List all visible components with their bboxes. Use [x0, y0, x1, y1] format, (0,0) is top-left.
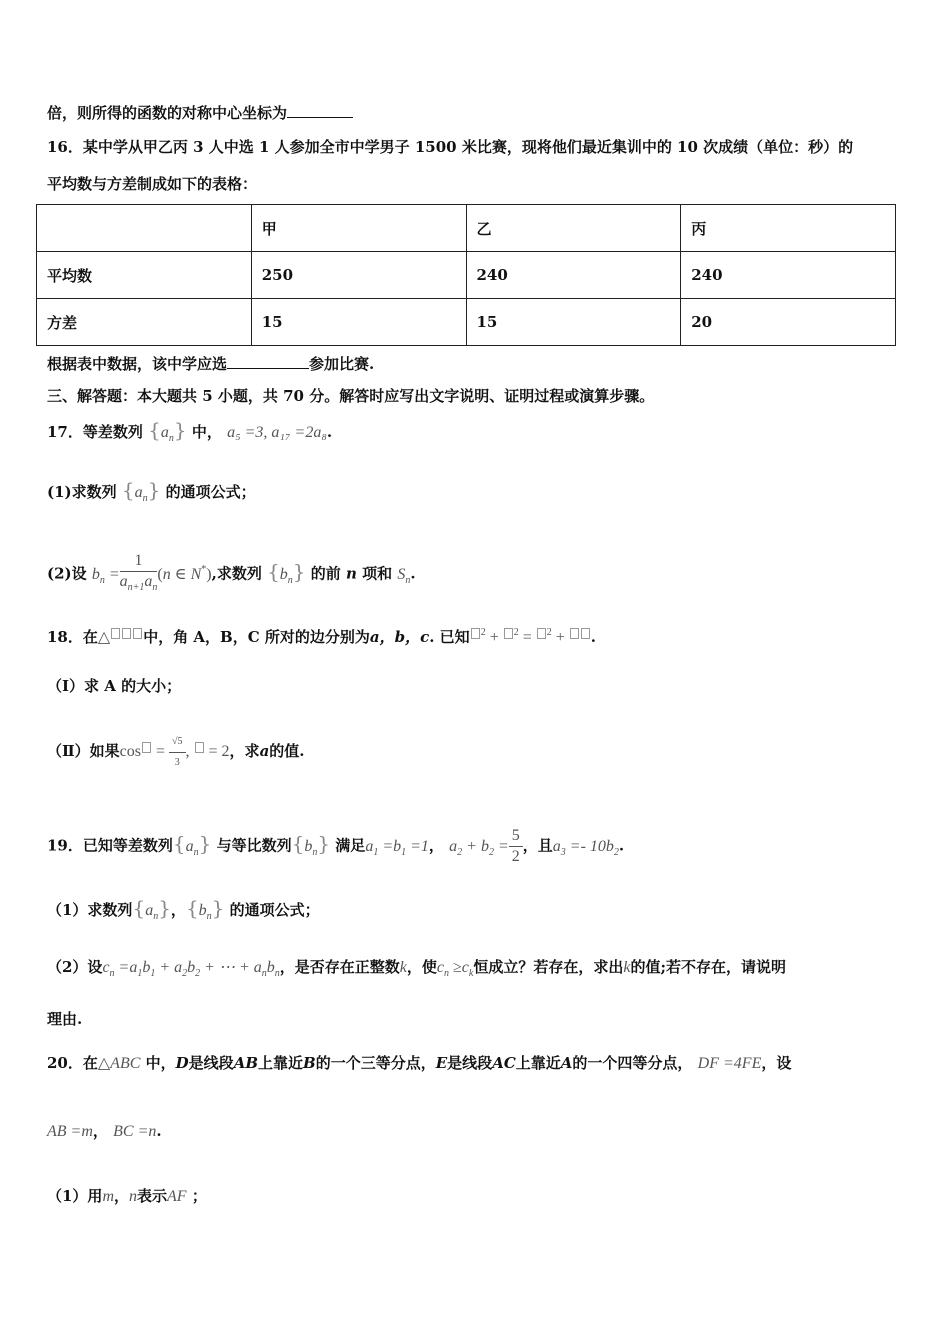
q19-p2-a: （2）设 — [47, 958, 103, 976]
q20-part1 — [47, 1186, 207, 1207]
q18-part2 — [47, 732, 305, 773]
table-cell: 250 — [251, 252, 466, 299]
q20-vectors — [47, 1121, 162, 1142]
q20-p1-b: ， — [114, 1187, 130, 1205]
q16-tail-line — [47, 352, 374, 374]
q17-p2-b: ,求数列 — [211, 564, 262, 583]
seq-a-formula: { — [172, 831, 186, 856]
table-cell: 甲 — [251, 205, 466, 252]
q17-end: . — [326, 423, 333, 441]
bn-fraction: $\frac{1}{a_{n+1}a_n}$ — [119, 552, 158, 593]
q20-AB: AB — [233, 1054, 259, 1072]
k-symbol: k — [623, 959, 631, 976]
q18-part1 — [47, 676, 181, 696]
ab-m-formula: AB =m — [47, 1123, 93, 1140]
table-cell: 20 — [681, 299, 896, 346]
q18-p2-var: a — [259, 742, 270, 761]
q17-p2-e: . — [410, 564, 416, 583]
q19-p2-e: 的值;若不存在，请说明 — [630, 958, 786, 976]
q19-part2 — [47, 957, 786, 984]
q16-line1 — [47, 137, 853, 157]
q19-sum-formula: $a_2 + b_2$ = — [449, 837, 509, 858]
q16-text-1: 16．某中学从甲乙丙 3 人中选 1 人参加全市中学男子 1500 米比赛，现将他们最近集训中的 10 次成绩（单位：秒）的 — [47, 138, 854, 156]
q19-end: . — [618, 836, 625, 855]
q19-a3-formula: $a_3 =- 10b_2$ — [552, 837, 619, 858]
q17-p2-n: n — [346, 564, 357, 583]
q20-D: D — [175, 1054, 189, 1072]
q20-A: A — [560, 1054, 573, 1072]
table-row — [37, 299, 896, 346]
q19-mid2: 满足 — [335, 836, 366, 855]
table-row — [37, 252, 896, 299]
section-3-text: 三、解答题：本大题共 5 小题，共 70 分。解答时应写出文字说明、证明过程或演算步骤。 — [47, 387, 655, 405]
bn-formula: $b_n$ = — [91, 565, 120, 586]
q19-part2-cont — [47, 1009, 82, 1029]
q19-part1: （1）求数列$\{a_n\}$，$\{b_n\}$ 的通项公式； — [47, 896, 320, 922]
q19-p1-a: （1）求数列 — [47, 901, 133, 919]
q19-line: 19．已知等差数列$\{a_n\}$ 与等比数列$\{b_n\}$ 满足$a_1 =b_1 =1$， $a_2 + b_2$ = $\frac{5}{2}$ ，且$a_3 =- 10b_2$. — [47, 827, 625, 865]
table-cell: 乙 — [466, 205, 681, 252]
q18-lead: 18．在 — [47, 628, 98, 646]
seq-a-formula: { — [121, 478, 135, 502]
score-table — [36, 204, 896, 346]
q20-mid6: 上靠近 — [515, 1054, 561, 1072]
q17-part2: (2)设 $b_n$ = $\frac{1}{a_{n+1}a_n}$ (n ∈ N*),求数列 $\{b_n\}$ 的前 n 项和 $S_n$. — [47, 551, 416, 598]
k-symbol: k — [399, 959, 407, 976]
q18-vars: a，b，c — [369, 628, 430, 646]
q16-tail-a: 根据表中数据，该中学应选 — [47, 355, 228, 373]
q17-p2-c: 的前 — [310, 564, 341, 583]
q18-end: . — [590, 628, 597, 646]
q18-mid2: . 已知 — [429, 628, 470, 646]
cos-formula: cos = $\frac{√5}{3}$ , = 2 — [120, 743, 230, 760]
q20-mid3: 上靠近 — [258, 1054, 304, 1072]
q20-vec-sep: ， — [92, 1122, 108, 1140]
seq-b-formula: { — [185, 896, 199, 920]
table-cell: 丙 — [681, 205, 896, 252]
q19-p2-f: 理由. — [47, 1010, 83, 1028]
q20-p1-a: （1）用 — [47, 1187, 103, 1205]
q18-mid: 中，角 A，B，C 所对的边分别为 — [143, 628, 370, 646]
q20-B: B — [303, 1054, 316, 1072]
q19-p2-b: ，是否存在正整数 — [279, 958, 400, 976]
table-cell — [37, 205, 252, 252]
q20-mid1: 中， — [145, 1054, 176, 1072]
q15-tail-text: 倍，则所得的函数的对称中心坐标为 — [47, 104, 288, 122]
q17-p1-b: 的通项公式； — [165, 483, 256, 501]
q17-lead: 17．等差数列 — [47, 423, 143, 441]
q20-mid5: 是线段 — [447, 1054, 493, 1072]
q18-p2-c: 的值. — [269, 742, 305, 761]
q20-p1-d: ； — [191, 1187, 207, 1205]
table-cell: 方差 — [37, 299, 252, 346]
cn-formula: $c_n =a_1b_1 + a_2b_2$ + ⋯ + $a_nb_n$ — [102, 959, 280, 979]
answer-blank — [227, 352, 309, 369]
table-cell: 平均数 — [37, 252, 252, 299]
af-formula: AF — [167, 1188, 187, 1205]
sn-formula: $S_n$ — [397, 565, 411, 586]
triangle-formula: △ — [98, 629, 143, 646]
q17-p1-a: (1)求数列 — [47, 483, 117, 501]
q17-mid: 中， — [191, 423, 222, 441]
seq-b-formula: { — [267, 559, 280, 584]
q19-mid4: ，且 — [522, 836, 553, 855]
seq-a-formula: { — [148, 418, 161, 442]
q16-line2 — [47, 174, 257, 194]
q17-p2-a: (2)设 — [47, 564, 87, 583]
q19-p2-d: 恒成立？若存在，求出 — [473, 958, 624, 976]
q20-AC: AC — [492, 1054, 516, 1072]
cn-ge-ck-formula: $c_n \ge c_k$ — [436, 959, 474, 979]
q16-text-2: 平均数与方差制成如下的表格： — [47, 175, 258, 193]
q20-mid2: 是线段 — [188, 1054, 234, 1072]
q15-tail-line — [47, 101, 353, 123]
q17-line: 17．等差数列 $\{a_n\}$ 中， a₅ =3, a₁₇ =2a₈. — [47, 418, 333, 444]
q18-condition-formula: $^2$ + $^2$ = $^2$ + — [470, 629, 591, 646]
q19-mid1: 与等比数列 — [216, 836, 292, 855]
q18-p2-b: ，求 — [229, 742, 260, 761]
q20-mid4: 的一个三等分点， — [315, 1054, 436, 1072]
q19-lead: 19．已知等差数列 — [47, 836, 173, 855]
q19-mid3: ， — [428, 836, 444, 855]
q19-p1-c: 的通项公式； — [229, 901, 320, 919]
m-symbol: m — [102, 1188, 114, 1205]
q20-tail: ，设 — [761, 1054, 792, 1072]
table-cell: 240 — [681, 252, 896, 299]
q20-line — [47, 1053, 791, 1074]
table-cell: 240 — [466, 252, 681, 299]
table-cell: 15 — [466, 299, 681, 346]
answer-blank — [287, 101, 353, 118]
seq-b-formula: { — [291, 831, 305, 856]
q19-init-formula: $a_1 =b_1 =1$ — [365, 837, 429, 858]
n-symbol: n — [129, 1188, 138, 1205]
table-cell: 15 — [251, 299, 466, 346]
q19-p1-b: ， — [170, 901, 186, 919]
q17-p2-d: 项和 — [362, 564, 393, 583]
q20-vec-end: . — [156, 1122, 162, 1140]
bc-n-formula: BC =n — [113, 1123, 157, 1140]
q17-condition-formula: a₅ =3, a₁₇ =2a₈ — [227, 424, 327, 441]
table-header-row — [37, 205, 896, 252]
df-fe-formula: DF =4FE — [697, 1055, 762, 1072]
seq-a-formula: { — [132, 896, 146, 920]
q20-lead: 20．在 — [47, 1054, 98, 1072]
q18-p1: （Ⅰ）求 A 的大小； — [47, 677, 182, 695]
q20-E: E — [435, 1054, 448, 1072]
q18-p2-a: （Ⅱ）如果 — [47, 742, 120, 761]
q20-p1-c: 表示 — [137, 1187, 168, 1205]
q16-tail-b: 参加比赛. — [309, 355, 375, 373]
section-3-heading — [47, 386, 654, 406]
q17-part1: (1)求数列 $\{a_n\}$ 的通项公式； — [47, 478, 256, 504]
five-halves: $\frac{5}{2}$ — [509, 826, 523, 867]
q18-line — [47, 623, 596, 648]
triangle-abc-formula: △ABC — [97, 1055, 141, 1072]
q19-p2-c: ，使 — [406, 958, 437, 976]
q20-mid7: 的一个四等分点， — [572, 1054, 693, 1072]
